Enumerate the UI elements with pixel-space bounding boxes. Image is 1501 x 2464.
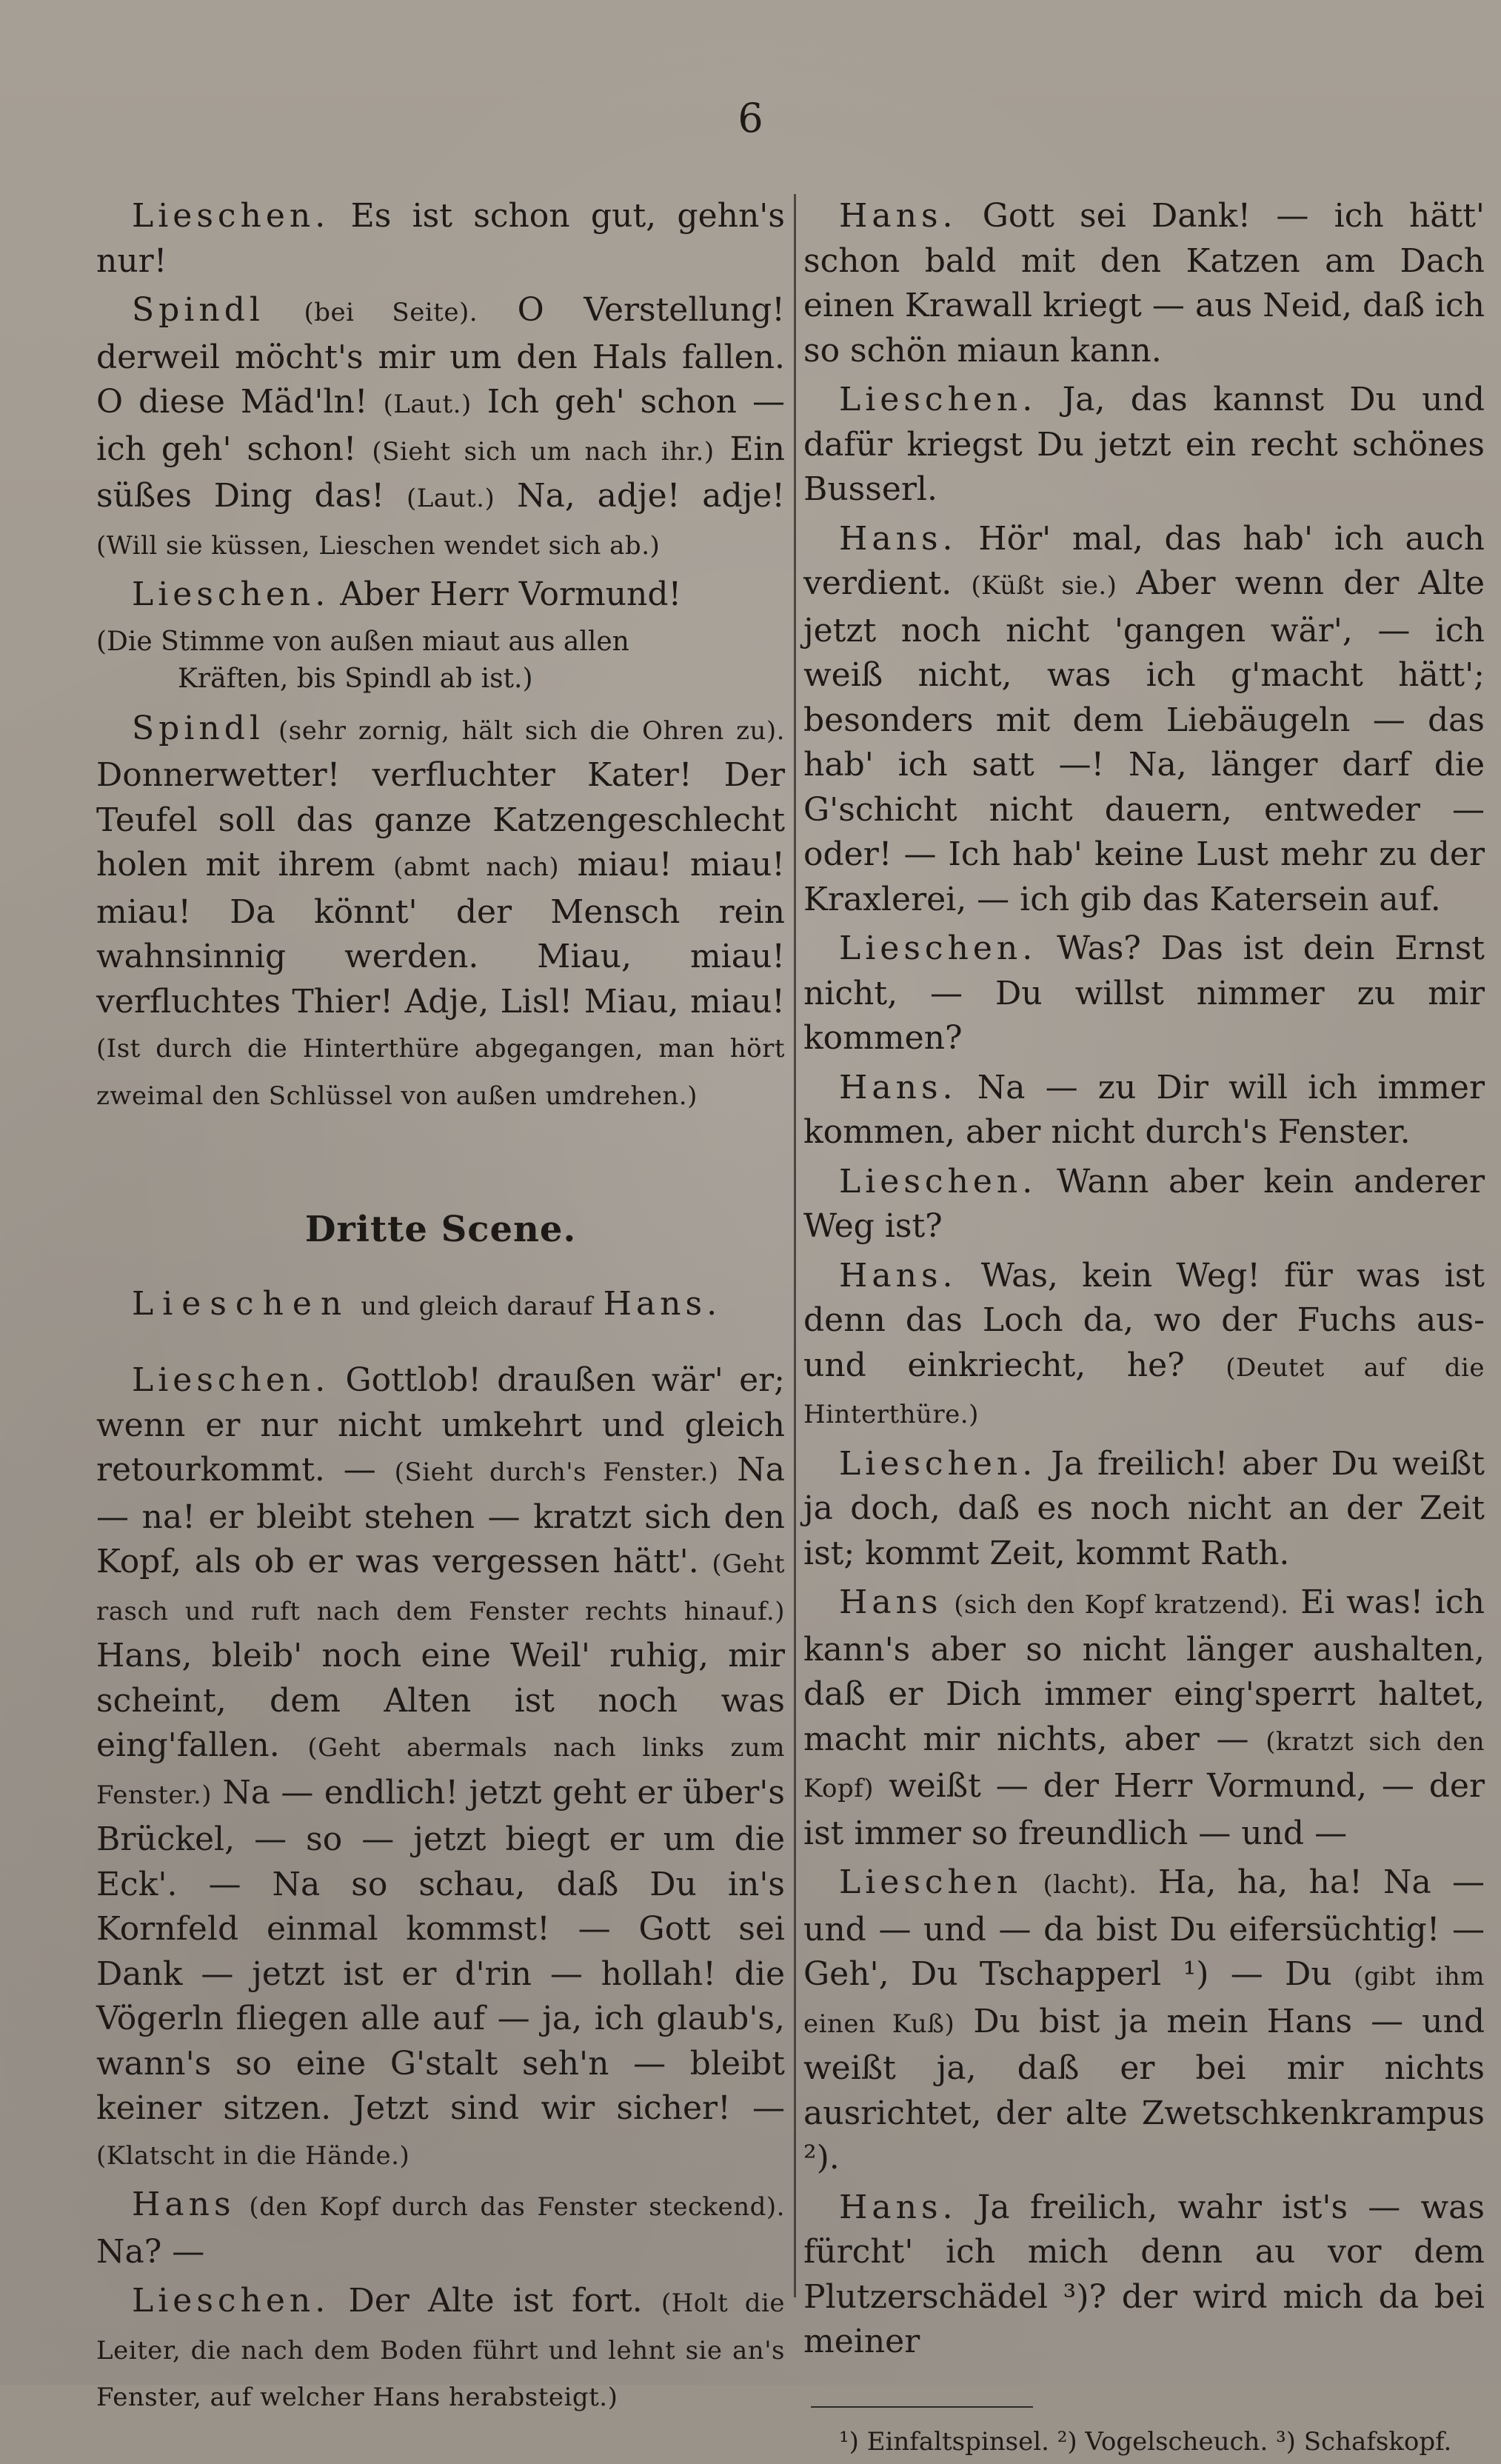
stage-direction: (Geht abermals nach links zum Fenster.) [96,1733,785,1810]
speech-text: Hans, bleib' noch eine Weil' ruhig, mir scheint, dem Alten ist noch was eing'fallen. [96,1637,785,1764]
stage-direction-line: (Die Stimme von außen miaut aus allen [96,626,629,657]
speech-text: Na, adje! adje! [517,477,785,515]
stage-direction: (abmt nach) [392,852,560,882]
stage-direction: (den Kopf durch das Fenster steckend). [249,2192,785,2222]
speaker-name: Lieschen. [132,197,330,235]
cast-name: Hans. [603,1284,722,1323]
speech-text: Wann aber kein anderer Weg ist? [803,1162,1485,1245]
speaker-name: Lieschen. [132,1361,330,1399]
speech-text: miau! miau! miau! Da könnt' der Mensch rein wahnsinnig werden. Miau, miau! verfluchtes Thier! Adje, Lisl! Miau, miau! [96,846,785,1021]
stage-direction: (Ist durch die Hinterthüre abgegangen, man hört zweimal den Schlüssel von außen umdrehen.) [96,1034,785,1111]
speech-text: Hör' mal, das hab' ich auch verdient. [803,519,1485,602]
speech-text: Es ist schon gut, gehn's nur! [96,197,785,280]
speech-paragraph [96,572,785,618]
stage-direction: (gibt ihm einen Kuß) [803,1962,1485,2039]
stage-direction: (Sieht durch's Fenster.) [394,1458,719,1487]
speech-paragraph [96,288,785,568]
speaker-name: Hans. [839,1256,957,1295]
scene-title: Dritte Scene. [304,1209,577,1250]
speaker-name: Lieschen. [132,2282,330,2320]
speaker-name: Lieschen. [839,1444,1037,1483]
speaker-name: Hans. [839,2188,957,2226]
speech-paragraph [803,926,1485,1061]
page-number: 6 [738,95,763,141]
speech-text: Aber wenn der Alte jetzt noch nicht 'gangen wär', — ich weiß nicht, was ich g'macht hätt'; besonders mit dem Liebäugeln — das hab' ich satt —! Na, länger darf die G'schicht nicht dauern, entweder — oder! — Ich hab' keine Lust mehr zu der Kraxlerei, — ich gib das Katersein auf. [803,564,1485,918]
left-column [96,194,785,2425]
stage-direction: (Sieht sich um nach ihr.) [372,436,715,467]
speech-text: O Verstellung! derweil möcht's mir um den Hals fallen. O diese Mäd'ln! [96,291,785,421]
stage-direction: (sehr zornig, hält sich die Ohren zu). [278,715,785,746]
speech-paragraph [803,378,1485,513]
stage-direction: (Will sie küssen, Lieschen wendet sich ab.) [96,530,661,561]
stage-direction: (bei Seite). [304,298,478,327]
speaker-name: Spindl [132,709,264,747]
speech-paragraph [803,1442,1485,1577]
speech-paragraph [803,1066,1485,1155]
cast-line [96,1282,785,1329]
cast-name: Lieschen [132,1284,351,1323]
speech-paragraph [803,517,1485,923]
speaker-name: Spindl [132,291,264,329]
stage-direction-line: Kräften, bis Spindl ab ist.) [178,663,533,694]
footnote-rule [811,2406,1033,2408]
speech-paragraph [803,1860,1485,2181]
speech-paragraph [96,194,785,284]
speech-text: Ja, das kannst Du und dafür kriegst Du jetzt ein recht schönes Busserl. [803,381,1485,508]
stage-direction-block [96,624,785,698]
speaker-name: Hans [839,1583,943,1621]
speech-text: Na — na! er bleibt stehen — kratzt sich den Kopf, als ob er was vergessen hätt'. [96,1451,785,1580]
speech-text: Na — zu Dir will ich immer kommen, aber nicht durch's Fenster. [803,1068,1485,1151]
speaker-name: Lieschen. [132,575,330,613]
speech-text: weißt — der Herr Vormund, — der ist immer so freundlich — und — [803,1767,1485,1852]
column-divider [794,194,796,2297]
speech-paragraph [96,2183,785,2274]
speech-paragraph [96,707,785,1119]
stage-direction: (Holt die Leiter, die nach dem Boden führt und lehnt sie an's Fenster, auf welcher Hans herabsteigt.) [96,2288,785,2412]
speech-paragraph [803,194,1485,373]
speaker-name: Lieschen. [839,1162,1037,1201]
speech-paragraph [803,1254,1485,1438]
speech-text: Was? Das ist dein Ernst nicht, — Du willst nimmer zu mir kommen? [803,929,1485,1057]
speech-text: Na? — [96,2232,205,2271]
stage-direction: (Laut.) [406,484,495,513]
stage-direction: (Geht rasch und ruft nach dem Fenster rechts hinauf.) [96,1549,785,1626]
speech-text: Donnerwetter! verfluchter Kater! Der Teufel soll das ganze Katzengeschlecht holen mit ihrem [96,756,785,884]
right-column [803,194,1485,2464]
speaker-name: Hans [132,2186,235,2223]
speech-text: Gottlob! draußen wär' er; wenn er nur nicht umkehrt und gleich retourkommt. — [96,1361,785,1489]
speaker-name: Hans. [839,197,957,235]
speech-text: Na — endlich! jetzt geht er über's Brückel, — so — jetzt biegt er um die Eck'. — Na so schau, daß Du in's Kornfeld einmal kommst! — Gott sei Dank — jetzt ist er d'rin — hollah! die Vögerln fliegen alle auf — ja, ich glaub's, wann's so eine G'stalt seh'n — bleibt keiner sitzen. Jetzt sind wir sicher! — [96,1773,785,2127]
speech-paragraph [96,1358,785,2178]
speaker-name: Hans. [839,1068,957,1106]
speech-paragraph [803,1160,1485,1249]
speech-paragraph [803,2186,1485,2365]
speech-paragraph [803,1580,1485,1856]
speaker-name: Hans. [839,519,957,558]
speaker-name: Lieschen [839,1863,1023,1901]
stage-direction: (Klatscht in die Hände.) [96,2140,410,2171]
speech-text: Was, kein Weg! für was ist denn das Loch da, wo der Fuchs aus- und einkriecht, he? [803,1256,1485,1384]
stage-direction: (sich den Kopf kratzend). [954,1590,1289,1620]
speaker-name: Lieschen. [839,381,1037,418]
stage-direction: (kratzt sich den Kopf) [803,1726,1485,1803]
stage-direction: (Küßt sie.) [971,571,1117,601]
stage-direction: (Laut.) [383,390,472,419]
speech-text: Der Alte ist fort. [348,2282,643,2320]
footnotes: ¹) Einfaltspinsel. ²) Vogelscheuch. ³) Schafskopf. [839,2426,1452,2457]
stage-direction: (Deutet auf die Hinterthüre.) [803,1352,1485,1429]
speech-text: Gott sei Dank! — ich hätt' schon bald mit den Katzen am Dach einen Krawall kriegt — aus Neid, daß ich so schön miaun kann. [803,197,1485,370]
speech-text: Ei was! ich kann's aber so nicht länger aushalten, daß er Dich immer eing'sperrt haltet, macht mir nichts, aber — [803,1583,1485,1758]
speech-text: Ich geh' schon — ich geh' schon! [96,383,785,468]
speech-text: Ein süßes Ding das! [96,430,785,515]
speech-text: Ja freilich! aber Du weißt ja doch, daß es noch nicht an der Zeit ist; kommt Zeit, kommt Rath. [803,1444,1485,1572]
speech-text: Ha, ha, ha! Na — und — und — da bist Du eifersüchtig! — Geh', Du Tschapperl ¹) — Du [803,1863,1485,1993]
speech-text: Aber Herr Vormund! [340,575,682,613]
speech-text: Du bist ja mein Hans — und weißt ja, daß er bei mir nichts ausrichtet, der alte Zwetschkenkrampus ²). [803,2002,1485,2177]
speaker-name: Lieschen. [839,929,1037,967]
cast-connector: und gleich darauf [361,1291,593,1321]
speech-paragraph [96,2279,785,2420]
stage-direction: (lacht). [1043,1870,1137,1900]
speech-text: Ja freilich, wahr ist's — was fürcht' ich mich denn au vor dem Plutzerschädel ³)? der wird mich da bei meiner [803,2188,1485,2360]
